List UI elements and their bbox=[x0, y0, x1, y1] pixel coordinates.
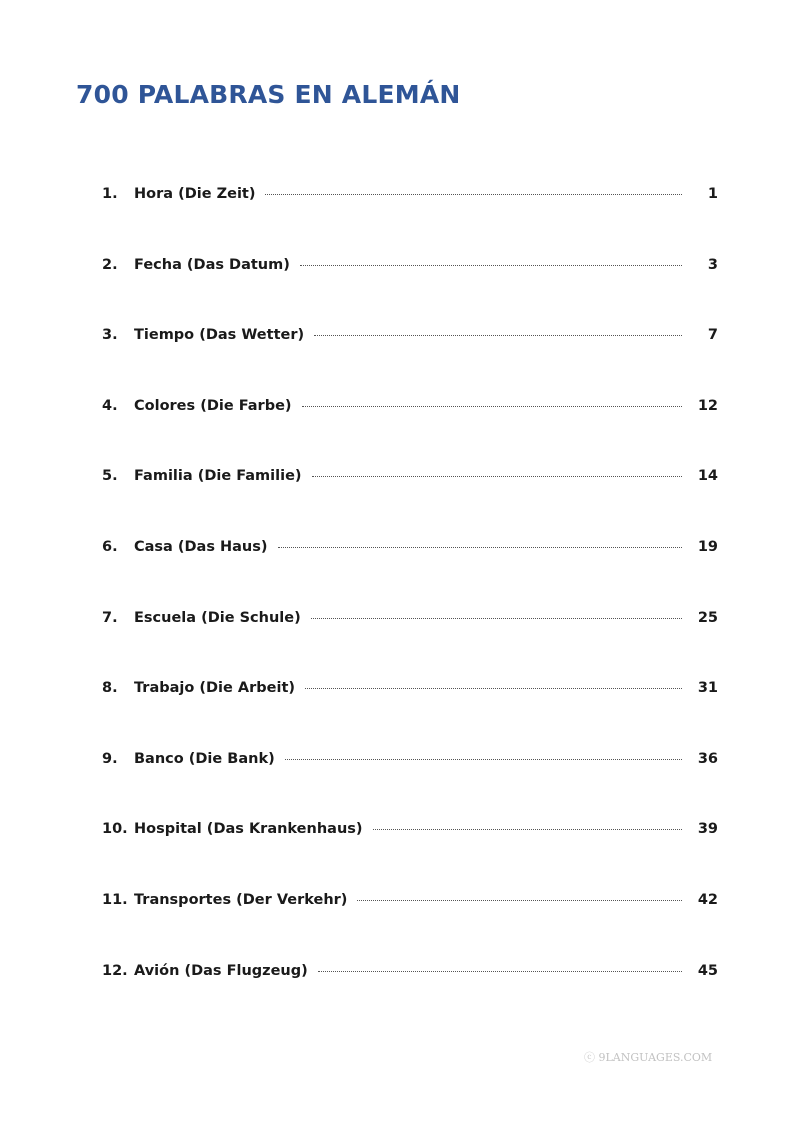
toc-entry-page: 19 bbox=[697, 538, 718, 555]
toc-entry-page: 1 bbox=[707, 186, 718, 202]
toc-entry-number: 4. bbox=[102, 397, 118, 414]
table-of-contents bbox=[102, 186, 718, 1033]
toc-dot-leader bbox=[312, 476, 682, 477]
toc-entry-label: Colores (Die Farbe) bbox=[134, 397, 292, 414]
toc-entry-label: Hospital (Das Krankenhaus) bbox=[134, 821, 363, 838]
toc-entry-page: 39 bbox=[697, 821, 718, 838]
page-title: 700 PALABRAS EN ALEMÁN bbox=[76, 80, 461, 109]
toc-entry-number: 3. bbox=[102, 327, 118, 344]
toc-entry-page: 12 bbox=[697, 397, 718, 414]
toc-entry[interactable] bbox=[102, 539, 718, 610]
toc-entry-number: 9. bbox=[102, 750, 118, 767]
toc-dot-leader bbox=[302, 406, 682, 407]
toc-entry-page: 45 bbox=[697, 962, 718, 979]
toc-dot-leader bbox=[314, 335, 682, 336]
toc-dot-leader bbox=[373, 829, 682, 830]
toc-entry-number: 11. bbox=[102, 891, 128, 908]
copyright-footer: ⓒ 9LANGUAGES.COM bbox=[584, 1051, 713, 1064]
toc-entry-page: 42 bbox=[697, 891, 718, 908]
toc-entry-page: 25 bbox=[697, 609, 718, 626]
toc-entry[interactable] bbox=[102, 398, 718, 469]
toc-entry[interactable] bbox=[102, 186, 718, 257]
toc-entry-number: 8. bbox=[102, 680, 118, 697]
toc-entry-number: 6. bbox=[102, 538, 118, 555]
toc-entry[interactable] bbox=[102, 327, 718, 398]
toc-entry-number: 5. bbox=[102, 468, 118, 485]
toc-entry-page: 31 bbox=[697, 680, 718, 697]
toc-entry-label: Avión (Das Flugzeug) bbox=[134, 962, 308, 979]
toc-dot-leader bbox=[318, 971, 682, 972]
toc-entry-label: Trabajo (Die Arbeit) bbox=[134, 680, 296, 697]
toc-entry-page: 3 bbox=[707, 256, 718, 273]
toc-entry-number: 1. bbox=[102, 186, 118, 202]
toc-dot-leader bbox=[265, 194, 682, 195]
toc-entry[interactable] bbox=[102, 680, 718, 751]
toc-entry[interactable] bbox=[102, 963, 718, 1034]
toc-entry[interactable] bbox=[102, 751, 718, 822]
toc-entry-label: Transportes (Der Verkehr) bbox=[134, 891, 348, 908]
toc-entry-page: 14 bbox=[697, 468, 718, 485]
toc-dot-leader bbox=[278, 547, 682, 548]
toc-entry-number: 12. bbox=[102, 962, 128, 979]
toc-entry-number: 2. bbox=[102, 256, 118, 273]
toc-entry-number: 7. bbox=[102, 609, 118, 626]
toc-entry-label: Fecha (Das Datum) bbox=[134, 256, 290, 273]
toc-dot-leader bbox=[311, 618, 682, 619]
toc-entry-page: 7 bbox=[707, 327, 718, 344]
toc-dot-leader bbox=[285, 759, 682, 760]
toc-entry[interactable] bbox=[102, 610, 718, 681]
toc-entry-label: Tiempo (Das Wetter) bbox=[134, 327, 305, 344]
toc-dot-leader bbox=[357, 900, 682, 901]
toc-entry-label: Escuela (Die Schule) bbox=[134, 609, 301, 626]
toc-entry-label: Familia (Die Familie) bbox=[134, 468, 302, 485]
toc-entry[interactable] bbox=[102, 257, 718, 328]
toc-entry-page: 36 bbox=[697, 750, 718, 767]
toc-entry-label: Casa (Das Haus) bbox=[134, 538, 268, 555]
toc-entry[interactable] bbox=[102, 821, 718, 892]
toc-entry[interactable] bbox=[102, 468, 718, 539]
toc-entry-number: 10. bbox=[102, 821, 128, 838]
toc-entry-label: Banco (Die Bank) bbox=[134, 750, 275, 767]
toc-entry-label: Hora (Die Zeit) bbox=[134, 186, 256, 202]
toc-dot-leader bbox=[305, 688, 682, 689]
toc-entry[interactable] bbox=[102, 892, 718, 963]
toc-dot-leader bbox=[300, 265, 682, 266]
